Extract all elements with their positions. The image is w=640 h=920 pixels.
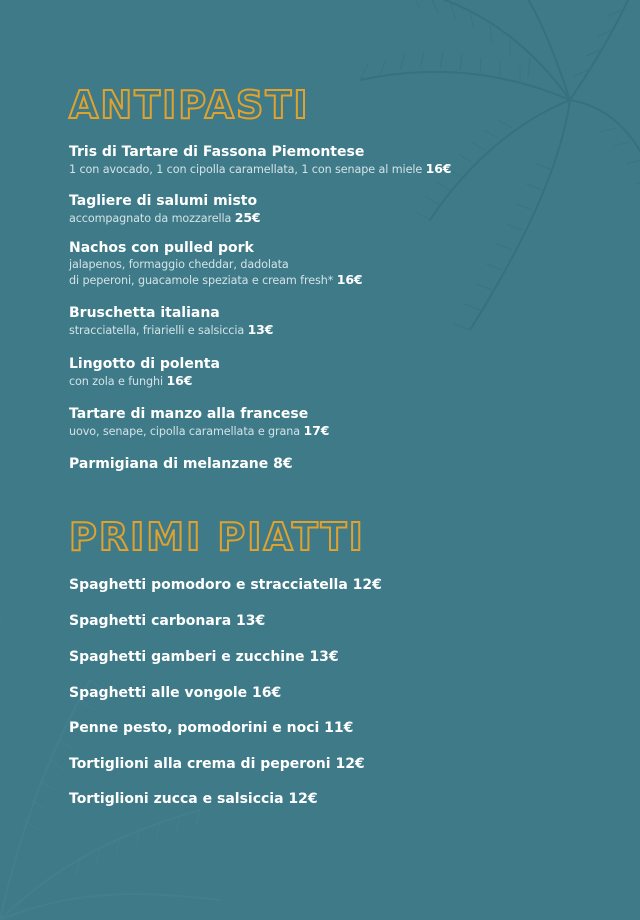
item-name: Spaghetti pomodoro e stracciatella — [69, 577, 348, 593]
section-title-primi-piatti: PRIMI PIATTI — [69, 515, 365, 559]
item-price: 12€ — [335, 756, 365, 772]
item-name: Bruschetta italiana — [69, 305, 220, 321]
item-price: 25€ — [234, 210, 261, 225]
item-description: di peperoni, guacamole speziata e cream fresh* — [69, 274, 334, 287]
item-name: Lingotto di polenta — [69, 356, 220, 372]
menu-item — [69, 648, 339, 666]
item-price: 12€ — [288, 791, 318, 807]
menu-item — [69, 355, 220, 389]
item-name: Tris di Tartare di Fassona Piemontese — [69, 144, 365, 160]
item-description: accompagnato da mozzarella — [69, 212, 232, 225]
item-price: 11€ — [324, 720, 354, 736]
menu-item — [69, 790, 318, 808]
item-description: uovo, senape, cipolla caramellata e grana — [69, 425, 301, 438]
palm-leaves-icon — [0, 580, 240, 920]
section-title-antipasti: ANTIPASTI — [69, 83, 310, 127]
item-price: 8€ — [273, 456, 293, 472]
item-name: Spaghetti carbonara — [69, 613, 232, 629]
menu-item — [69, 576, 382, 594]
item-price: 16€ — [252, 685, 282, 701]
item-description-line1: jalapenos, formaggio cheddar, dadolata — [69, 258, 289, 271]
item-name: Spaghetti alle vongole — [69, 685, 248, 701]
item-name: Spaghetti gamberi e zucchine — [69, 649, 305, 665]
menu-item — [69, 719, 353, 737]
item-description: con zola e funghi — [69, 375, 164, 388]
item-name: Penne pesto, pomodorini e noci — [69, 720, 320, 736]
menu-item — [69, 405, 329, 439]
item-name: Parmigiana di melanzane — [69, 456, 269, 472]
menu-item — [69, 455, 293, 473]
item-description: stracciatella, friarielli e salsiccia — [69, 324, 245, 337]
menu-item — [69, 684, 281, 702]
item-price: 16€ — [166, 373, 193, 388]
item-price: 13€ — [309, 649, 339, 665]
item-description: 1 con avocado, 1 con cipolla caramellata, 1 con senape al miele — [69, 163, 423, 176]
item-name: Tagliere di salumi misto — [69, 193, 258, 209]
menu-item — [69, 192, 261, 226]
item-name: Tartare di manzo alla francese — [69, 406, 309, 422]
item-price: 13€ — [247, 322, 274, 337]
item-price: 12€ — [352, 577, 382, 593]
palm-leaves-icon — [320, 0, 640, 370]
menu-item — [69, 755, 365, 773]
item-price: 16€ — [425, 161, 452, 176]
menu-item — [69, 612, 265, 630]
item-price: 13€ — [236, 613, 266, 629]
item-name: Tortiglioni alla crema di peperoni — [69, 756, 331, 772]
item-price: 16€ — [336, 272, 363, 287]
menu-item — [69, 239, 363, 288]
item-name: Tortiglioni zucca e salsiccia — [69, 791, 284, 807]
menu-item — [69, 304, 273, 338]
item-name: Nachos con pulled pork — [69, 240, 254, 256]
menu-item — [69, 143, 451, 177]
item-price: 17€ — [303, 423, 330, 438]
